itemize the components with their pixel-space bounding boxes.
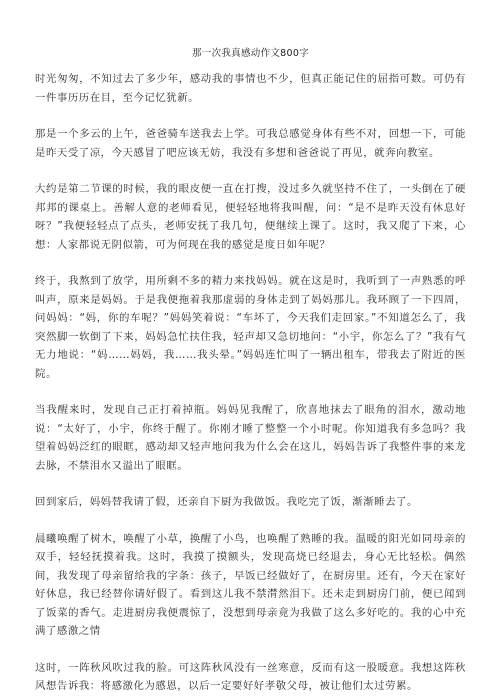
spacer (35, 383, 466, 401)
spacer (35, 641, 466, 659)
spacer (35, 475, 466, 493)
spacer (35, 107, 466, 125)
spacer (35, 512, 466, 530)
paragraph-4: 终于，我熬到了放学，用所剩不多的精力来找妈妈。就在这是时，我听到了一声熟悉的呼叫声，原来是妈妈。于是我便拖着我那虚弱的身体走到了妈妈那儿。我环顾了一下四周，问妈妈：“妈，你的车呢？”妈妈笑着说：“车坏了，今天我们走回家。”不知道怎么了，我突然脚一软倒了下来，妈妈急忙扶住我，轻声却又急切地问：“小宇，你怎么了？”我有气无力地说：“妈……妈妈，我……我头晕。”妈妈连忙叫了一辆出租车，带我去了附近的医院。 (35, 275, 466, 380)
spacer (35, 254, 466, 272)
spacer (35, 162, 466, 180)
paragraph-5: 当我醒来时，发现自己正打着掉瓶。妈妈见我醒了，欣喜地抹去了眼角的泪水，激动地说：“太好了，小宇，你终于醒了。你刚才睡了整整一个小时呢。你知道我有多急吗？我望着妈妈泛红的眼眶，感动却又轻声地问我为什么会在这儿，妈妈告诉了我整件事的来龙去脉，不禁泪水又溢出了眼眶。 (35, 404, 466, 472)
paragraph-1: 时光匆匆，不知过去了多少年，感动我的事情也不少，但真正能记住的屈指可数。可仍有一件事历历在目，至今记忆犹新。 (35, 73, 466, 104)
paragraph-2: 那是一个多云的上午，爸爸骑车送我去上学。可我总感觉身体有些不对，回想一下，可能是昨天受了凉，今天感冒了吧应该无妨，我没有多想和爸爸说了再见，就奔向教室。 (35, 128, 466, 159)
document-title: 那一次我真感动作文800字 (191, 48, 310, 59)
paragraph-7: 晨曦唤醒了树木，唤醒了小草，换醒了小鸟，也唤醒了熟睡的我。温暖的阳光如同母亲的双手，轻轻抚摸着我。这时，我摸了摸额头，发现高烧已经退去，身心无比轻松。偶然间，我发现了母亲留给我的字条：孩子，早饭已经做好了，在厨房里。还有，今天在家好好休息，我已经替你请好假了。看到这儿我不禁潸然泪下。还未走到厨房门前，便已闻到了饭菜的香气。走进厨房我便震惊了，没想到母亲竟为我做了这么多好吃的。我的心中充满了感激之情 (35, 532, 466, 637)
paragraph-8: 这时，一阵秋风吹过我的脸。可这阵秋风没有一丝寒意，反而有这一股暖意。我想这阵秋风想告诉我：将感激化为感恩，以后一定要好好孝敬父母，被让他们太过劳累。 (35, 661, 466, 692)
paragraph-3: 大约是第二节课的时候，我的眼皮便一直在打搜，没过多久就坚持不住了，一头倒在了硬邦邦的课桌上。善解人意的老师看见，便轻轻地将我叫醒，问：“是不是昨天没有休息好呀？”我便轻轻点了点头，老师安抚了我几句，便继续上课了。这时，我又爬了下来，心想：人家都说无阴似箭，可为何现在我的感觉是度日如年呢？ (35, 183, 466, 251)
paragraph-6: 回到家后，妈妈替我请了假，还亲自下厨为我做饭。我吃完了饭，渐渐睡去了。 (35, 496, 418, 508)
spacer (35, 60, 466, 70)
